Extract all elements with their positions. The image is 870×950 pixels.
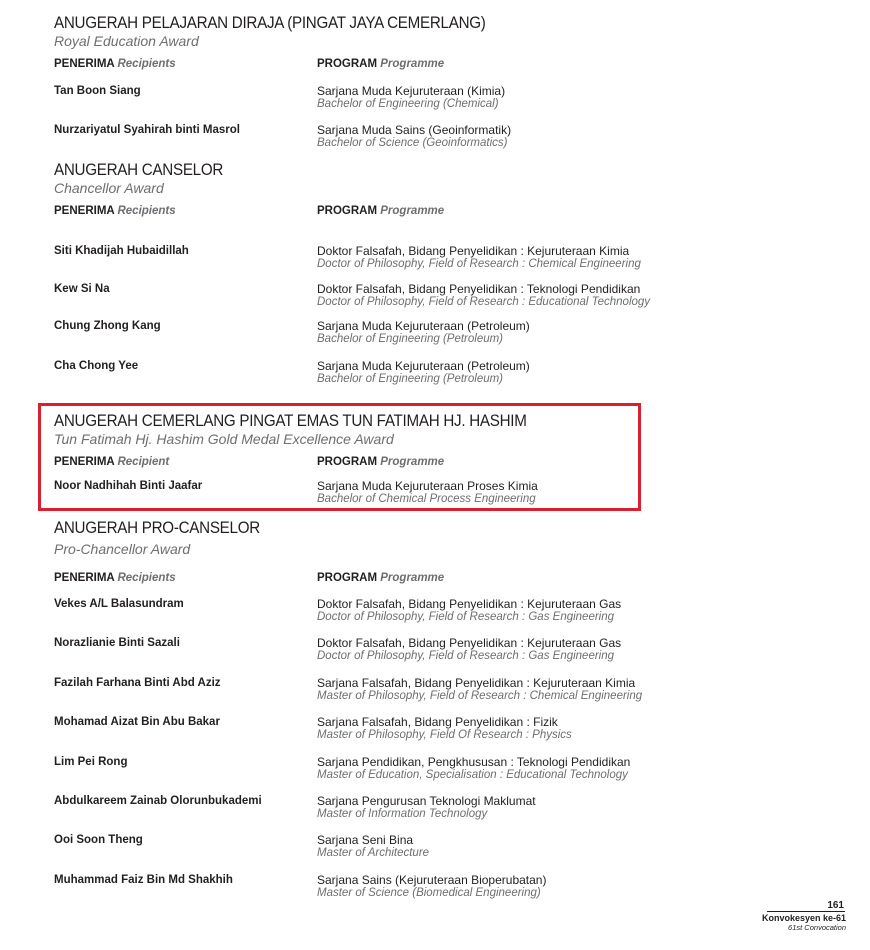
recipient-name: Ooi Soon Theng [54,834,143,846]
program-header: PROGRAM Programme [317,456,445,468]
section-title: ANUGERAH PRO-CANSELOR [54,519,260,537]
program-name-en: Bachelor of Chemical Process Engineering [317,493,536,505]
recipient-name: Tan Boon Siang [54,85,141,97]
program-name-en: Master of Education, Specialisation : Educational Technology [317,769,628,781]
program-name-en: Bachelor of Engineering (Chemical) [317,98,499,110]
section-subtitle: Royal Education Award [54,33,199,49]
section-subtitle: Pro-Chancellor Award [54,541,191,557]
recipient-name: Nurzariyatul Syahirah binti Masrol [54,124,240,136]
program-name-ms: Sarjana Muda Kejuruteraan (Petroleum) [317,319,530,333]
footer-subtitle: 61st Convocation [788,923,846,932]
program-name-en: Bachelor of Engineering (Petroleum) [317,373,504,385]
program-name-en: Bachelor of Engineering (Petroleum) [317,333,504,345]
program-name-ms: Doktor Falsafah, Bidang Penyelidikan : Teknologi Pendidikan [317,282,641,296]
recipient-name: Norazlianie Binti Sazali [54,637,180,649]
recipient-header: PENERIMA Recipients [54,572,176,584]
program-name-ms: Sarjana Falsafah, Bidang Penyelidikan : Kejuruteraan Kimia [317,676,636,690]
recipient-header: PENERIMA Recipients [54,205,176,217]
recipient-name: Muhammad Faiz Bin Md Shakhih [54,874,233,886]
program-header: PROGRAM Programme [317,205,445,217]
program-name-ms: Sarjana Falsafah, Bidang Penyelidikan : Fizik [317,715,558,729]
program-name-ms: Sarjana Pengurusan Teknologi Maklumat [317,794,536,808]
footer-divider [767,911,845,912]
recipient-name: Abdulkareem Zainab Olorunbukademi [54,795,262,807]
recipient-header: PENERIMA Recipients [54,58,176,70]
program-name-en: Doctor of Philosophy, Field of Research : Gas Engineering [317,650,615,662]
program-name-ms: Sarjana Muda Sains (Geoinformatik) [317,123,512,137]
section-subtitle: Chancellor Award [54,180,164,196]
program-name-ms: Doktor Falsafah, Bidang Penyelidikan : Kejuruteraan Gas [317,636,622,650]
footer-title: Konvokesyen ke-61 [761,913,846,923]
recipient-name: Cha Chong Yee [54,360,139,372]
recipient-name: Lim Pei Rong [54,756,128,768]
recipient-name: Noor Nadhihah Binti Jaafar [54,480,203,492]
section-title: ANUGERAH CEMERLANG PINGAT EMAS TUN FATIMAH HJ. HASHIM [54,412,527,430]
program-name-en: Master of Science (Biomedical Engineering) [317,887,541,899]
program-name-en: Bachelor of Science (Geoinformatics) [317,137,508,149]
recipient-name: Fazilah Farhana Binti Abd Aziz [54,677,221,689]
program-name-en: Doctor of Philosophy, Field of Research : Gas Engineering [317,611,615,623]
program-name-ms: Sarjana Muda Kejuruteraan (Kimia) [317,84,506,98]
program-name-ms: Sarjana Muda Kejuruteraan Proses Kimia [317,479,538,493]
program-name-en: Master of Philosophy, Field of Research : Chemical Engineering [317,690,643,702]
section-title: ANUGERAH CANSELOR [54,161,224,179]
program-name-ms: Sarjana Muda Kejuruteraan (Petroleum) [317,359,530,373]
program-name-ms: Sarjana Sains (Kejuruteraan Bioperubatan) [317,873,547,887]
program-name-ms: Sarjana Pendidikan, Pengkhususan : Teknologi Pendidikan [317,755,631,769]
page-number: 161 [827,900,844,911]
program-name-ms: Doktor Falsafah, Bidang Penyelidikan : Kejuruteraan Gas [317,597,622,611]
program-header: PROGRAM Programme [317,572,445,584]
program-name-en: Master of Architecture [317,847,430,859]
recipient-name: Vekes A/L Balasundram [54,598,184,610]
program-name-ms: Sarjana Seni Bina [317,833,414,847]
program-name-en: Master of Information Technology [317,808,488,820]
recipient-name: Chung Zhong Kang [54,320,161,332]
program-name-ms: Doktor Falsafah, Bidang Penyelidikan : Kejuruteraan Kimia [317,244,630,258]
program-header: PROGRAM Programme [317,58,445,70]
recipient-name: Kew Si Na [54,283,110,295]
recipient-header: PENERIMA Recipient [54,456,170,468]
program-name-en: Master of Philosophy, Field Of Research : Physics [317,729,572,741]
recipient-name: Mohamad Aizat Bin Abu Bakar [54,716,220,728]
recipient-name: Siti Khadijah Hubaidillah [54,245,189,257]
program-name-en: Doctor of Philosophy, Field of Research : Educational Technology [317,296,651,308]
section-subtitle: Tun Fatimah Hj. Hashim Gold Medal Excellence Award [54,431,394,447]
section-title: ANUGERAH PELAJARAN DIRAJA (PINGAT JAYA CEMERLANG) [54,14,486,32]
program-name-en: Doctor of Philosophy, Field of Research : Chemical Engineering [317,258,641,270]
